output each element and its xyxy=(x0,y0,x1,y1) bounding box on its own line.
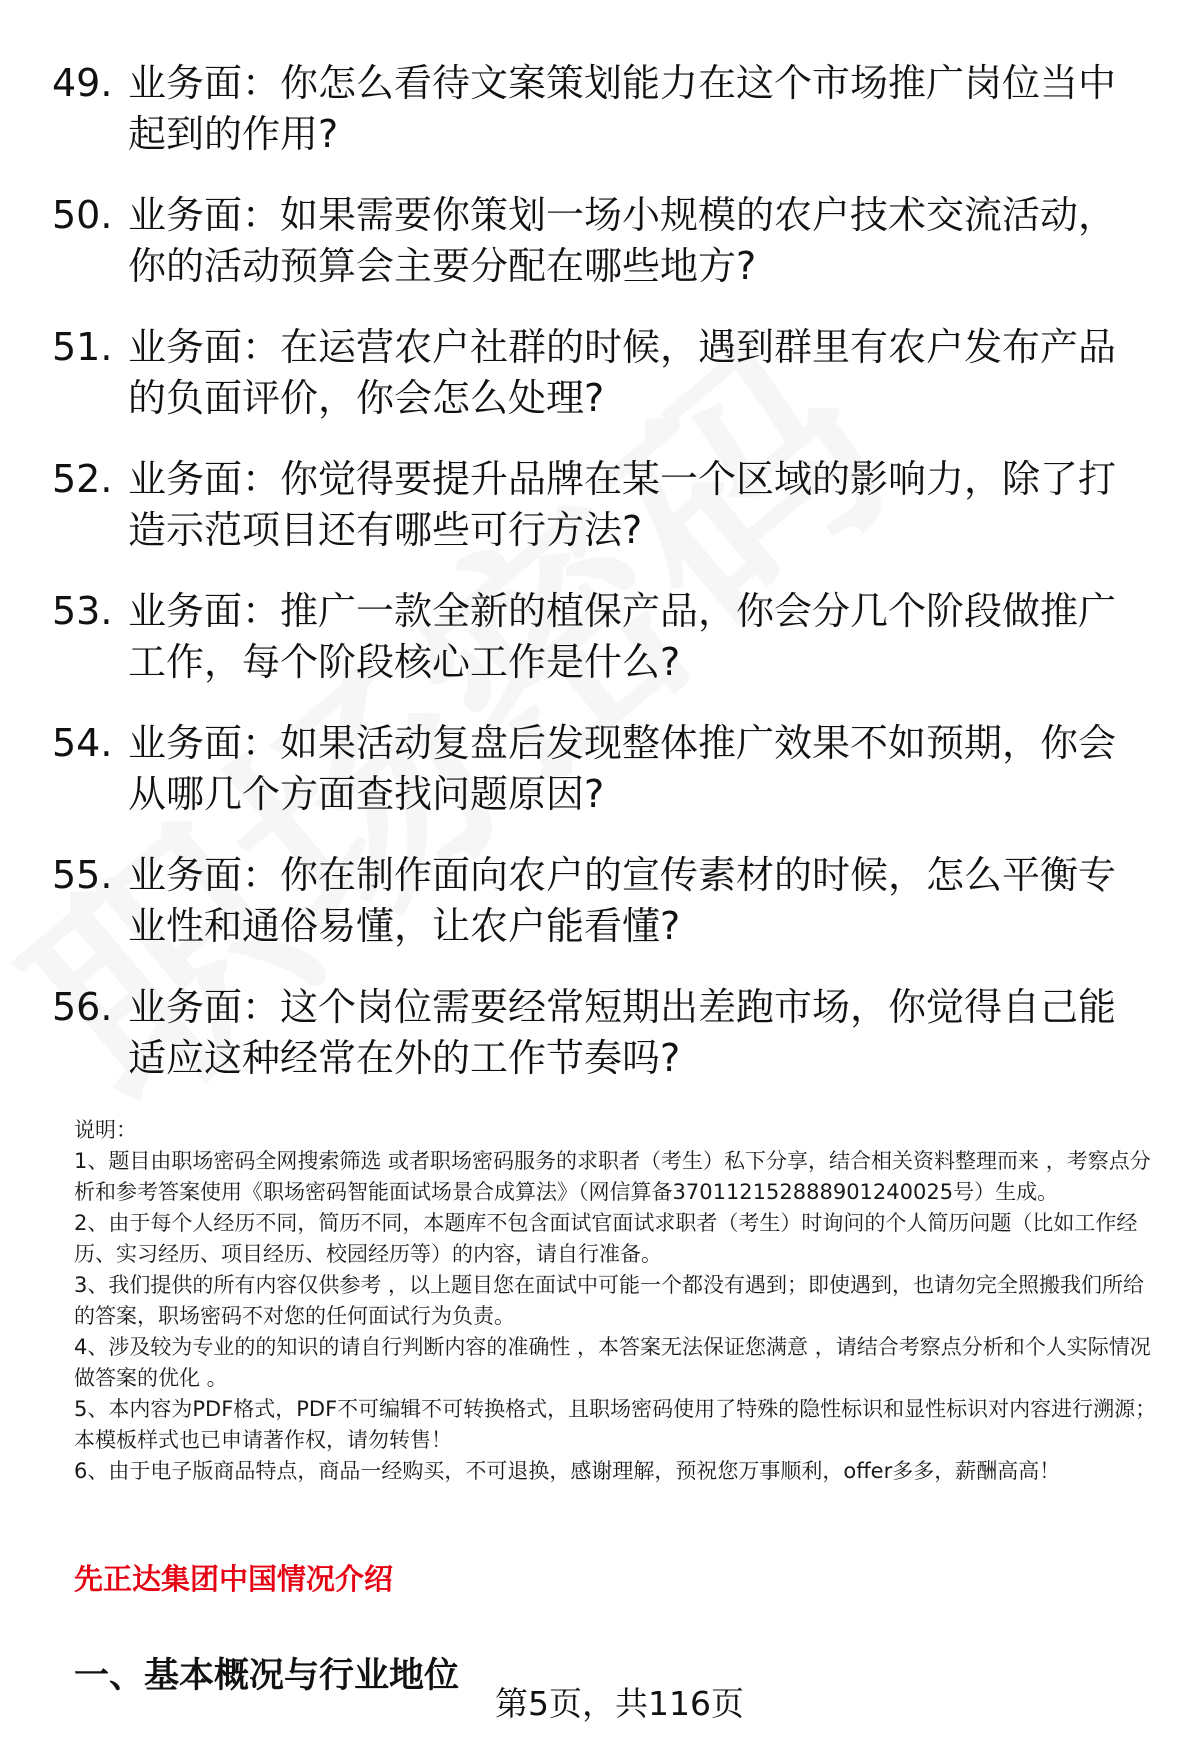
page-number: 第5页，共116页 xyxy=(495,1684,744,1723)
question-item xyxy=(0,850,1200,982)
section-heading: 一、基本概况与行业地位 xyxy=(74,1656,460,1696)
question-number: 53. xyxy=(52,589,113,633)
question-item xyxy=(0,322,1200,454)
question-text: 业务面：推广一款全新的植保产品，你会分几个阶段做推广工作，每个阶段核心工作是什么? xyxy=(128,589,1117,684)
company-intro-title: 先正达集团中国情况介绍 xyxy=(74,1562,394,1596)
question-text: 业务面：在运营农户社群的时候，遇到群里有农户发布产品的负面评价，你会怎么处理? xyxy=(128,325,1117,420)
question-text: 业务面：如果活动复盘后发现整体推广效果不如预期，你会从哪几个方面查找问题原因? xyxy=(128,721,1117,816)
notes-section xyxy=(74,1115,1160,1487)
question-text: 业务面：如果需要你策划一场小规模的农户技术交流活动，你的活动预算会主要分配在哪些地方? xyxy=(128,193,1117,288)
question-text: 业务面：这个岗位需要经常短期出差跑市场，你觉得自己能适应这种经常在外的工作节奏吗? xyxy=(128,985,1117,1080)
question-item xyxy=(0,718,1200,850)
question-number: 49. xyxy=(52,61,113,105)
question-list xyxy=(0,58,1200,1114)
note-item: 5、本内容为PDF格式，PDF不可编辑不可转换格式，且职场密码使用了特殊的隐性标识和显性标识对内容进行溯源；本模板样式也已申请著作权，请勿转售！ xyxy=(74,1397,1157,1452)
question-item xyxy=(0,454,1200,586)
note-item: 1、题目由职场密码全网搜索筛选 或者职场密码服务的求职者（考生）私下分享，结合相关资料整理而来 ，考察点分析和参考答案使用《职场密码智能面试场景合成算法》（网信算备370112152888901240025号）生成。 xyxy=(74,1149,1151,1204)
notes-title: 说明： xyxy=(74,1118,137,1142)
note-item: 2、由于每个人经历不同，简历不同，本题库不包含面试官面试求职者（考生）时询问的个人简历问题（比如工作经历、实习经历、项目经历、校园经历等）的内容，请自行准备。 xyxy=(74,1211,1138,1266)
question-item xyxy=(0,190,1200,322)
question-number: 50. xyxy=(52,193,113,237)
question-number: 54. xyxy=(52,721,113,765)
question-number: 55. xyxy=(52,853,113,897)
question-number: 52. xyxy=(52,457,113,501)
note-item: 3、我们提供的所有内容仅供参考 ，以上题目您在面试中可能一个都没有遇到；即使遇到，也请勿完全照搬我们所给的答案，职场密码不对您的任何面试行为负责。 xyxy=(74,1273,1145,1328)
question-text: 业务面：你在制作面向农户的宣传素材的时候，怎么平衡专业性和通俗易懂，让农户能看懂? xyxy=(128,853,1117,948)
note-item: 4、涉及较为专业的的知识的请自行判断内容的准确性 ，本答案无法保证您满意 ，请结合考察点分析和个人实际情况做答案的优化 。 xyxy=(74,1335,1151,1390)
question-item xyxy=(0,58,1200,190)
question-number: 51. xyxy=(52,325,113,369)
question-item xyxy=(0,982,1200,1114)
question-number: 56. xyxy=(52,985,113,1029)
question-item xyxy=(0,586,1200,718)
question-text: 业务面：你怎么看待文案策划能力在这个市场推广岗位当中起到的作用? xyxy=(128,61,1117,156)
question-text: 业务面：你觉得要提升品牌在某一个区域的影响力，除了打造示范项目还有哪些可行方法? xyxy=(128,457,1117,552)
note-item: 6、由于电子版商品特点，商品一经购买，不可退换，感谢理解，预祝您万事顺利，offer多多，薪酬高高！ xyxy=(74,1459,1061,1483)
